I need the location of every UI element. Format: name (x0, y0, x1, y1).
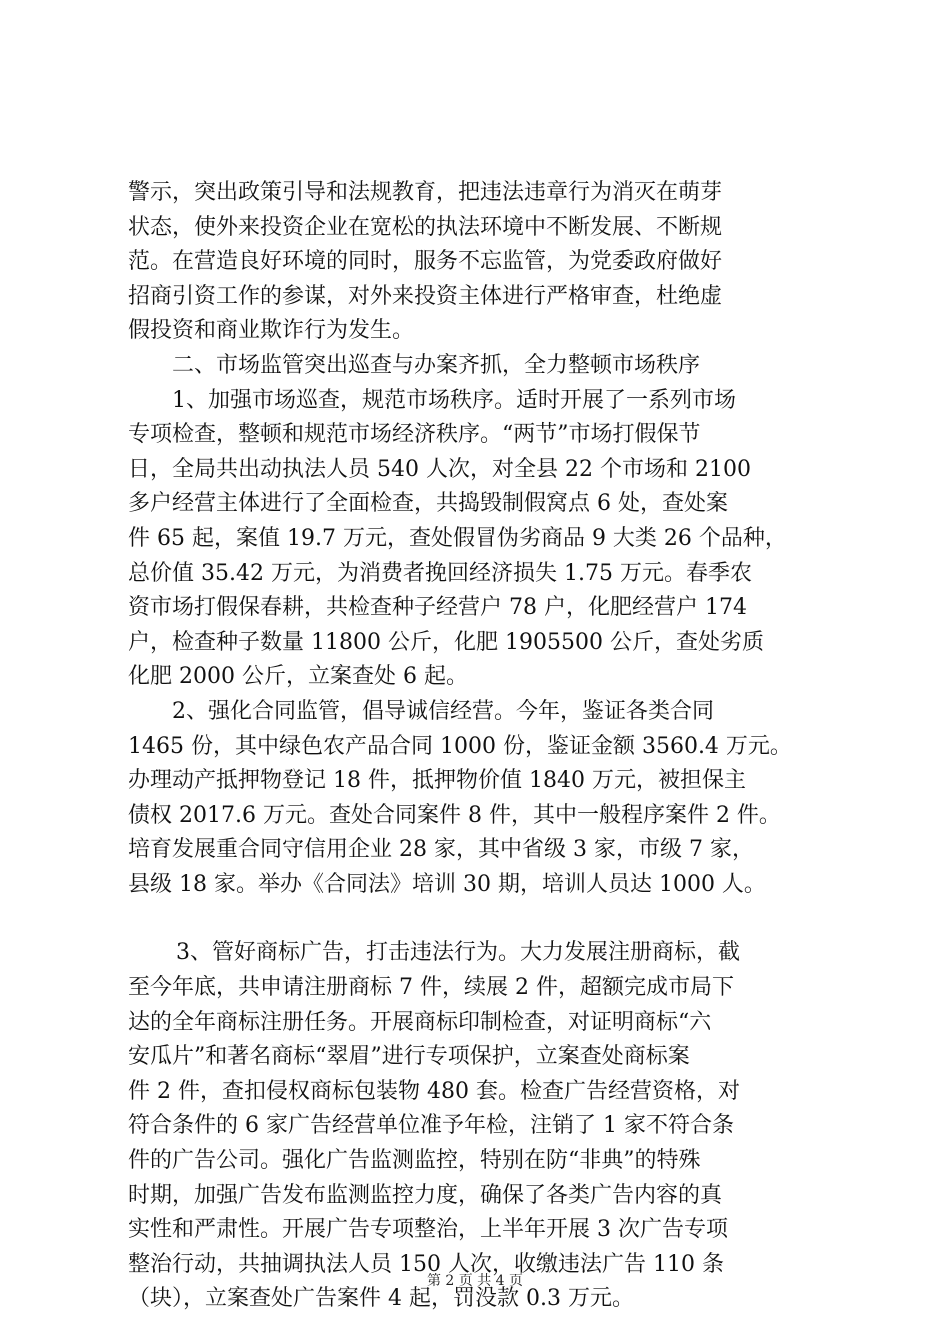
text-line: 日，全局共出动执法人员 540 人次，对全县 22 个市场和 2100 (128, 456, 751, 482)
text-line: 2、强化合同监管，倡导诚信经营。今年，鉴证各类合同 (172, 698, 714, 724)
text-line: 1、加强市场巡查，规范市场秩序。适时开展了一系列市场 (172, 387, 736, 413)
text-line: （块），立案查处广告案件 4 起，罚没款 0.3 万元。 (128, 1286, 634, 1312)
text-line: 办理动产抵押物登记 18 件，抵押物价值 1840 万元，被担保主 (128, 768, 746, 794)
text-line: 警示，突出政策引导和法规教育，把违法违章行为消灭在萌芽 (128, 180, 723, 205)
text-line: 化肥 2000 公斤，立案查处 6 起。 (128, 664, 468, 690)
text-line: 整治行动，共抽调执法人员 150 人次，收缴违法广告 110 条 (128, 1251, 724, 1277)
text-line: 户，检查种子数量 11800 公斤，化肥 1905500 公斤，查处劣质 (128, 629, 764, 655)
text-line: 件 2 件，查扣侵权商标包装物 480 套。检查广告经营资格，对 (128, 1078, 740, 1104)
document-body (128, 176, 848, 1317)
text-line: 专项检查，整顿和规范市场经济秩序。“两节”市场打假保节 (128, 422, 701, 448)
text-line: 范。在营造良好环境的同时，服务不忘监管，为党委政府做好 (128, 249, 723, 275)
text-line: 安瓜片”和著名商标“翠眉”进行专项保护，立案查处商标案 (128, 1044, 690, 1070)
text-line: 招商引资工作的参谋，对外来投资主体进行严格审查，杜绝虚 (128, 283, 723, 309)
section-heading: 二、市场监管突出巡查与办案齐抓，全力整顿市场秩序 (172, 352, 701, 378)
text-line: 多户经营主体进行了全面检查，共捣毁制假窝点 6 处，查处案 (128, 491, 728, 517)
text-line: 总价值 35.42 万元，为消费者挽回经济损失 1.75 万元。春季农 (128, 560, 752, 586)
text-line: 状态，使外来投资企业在宽松的执法环境中不断发展、不断规 (128, 214, 723, 240)
text-line: 件的广告公司。强化广告监测监控，特别在防“非典”的特殊 (128, 1148, 701, 1174)
text-line: 培育发展重合同守信用企业 28 家，其中省级 3 家，市级 7 家， (128, 837, 754, 863)
text-line: 符合条件的 6 家广告经营单位准予年检，注销了 1 家不符合条 (128, 1113, 734, 1139)
text-line: 至今年底，共申请注册商标 7 件，续展 2 件，超额完成市局下 (128, 975, 734, 1001)
text-line: 资市场打假保春耕，共检查种子经营户 78 户，化肥经营户 174 (128, 595, 747, 621)
text-line: 实性和严肃性。开展广告专项整治，上半年开展 3 次广告专项 (128, 1217, 728, 1243)
text-line: 县级 18 家。举办《合同法》培训 30 期，培训人员达 1000 人。 (128, 871, 766, 897)
text-line: 件 65 起，案值 19.7 万元，查处假冒伪劣商品 9 大类 26 个品种， (128, 525, 787, 551)
page-footer: 第 2 页 共 4 页 (426, 1273, 524, 1289)
text-line: 时期，加强广告发布监测监控力度，确保了各类广告内容的真 (128, 1182, 723, 1208)
text-line: 1465 份，其中绿色农产品合同 1000 份，鉴证金额 3560.4 万元。 (128, 733, 792, 759)
text-line: 债权 2017.6 万元。查处合同案件 8 件，其中一般程序案件 2 件。 (128, 802, 781, 828)
text-line: 3、管好商标广告，打击违法行为。大力发展注册商标，截 (176, 940, 740, 966)
paragraph-gap (128, 902, 848, 936)
text-line: 达的全年商标注册任务。开展商标印制检查，对证明商标“六 (128, 1009, 712, 1035)
text-line: 假投资和商业欺诈行为发生。 (128, 318, 415, 344)
